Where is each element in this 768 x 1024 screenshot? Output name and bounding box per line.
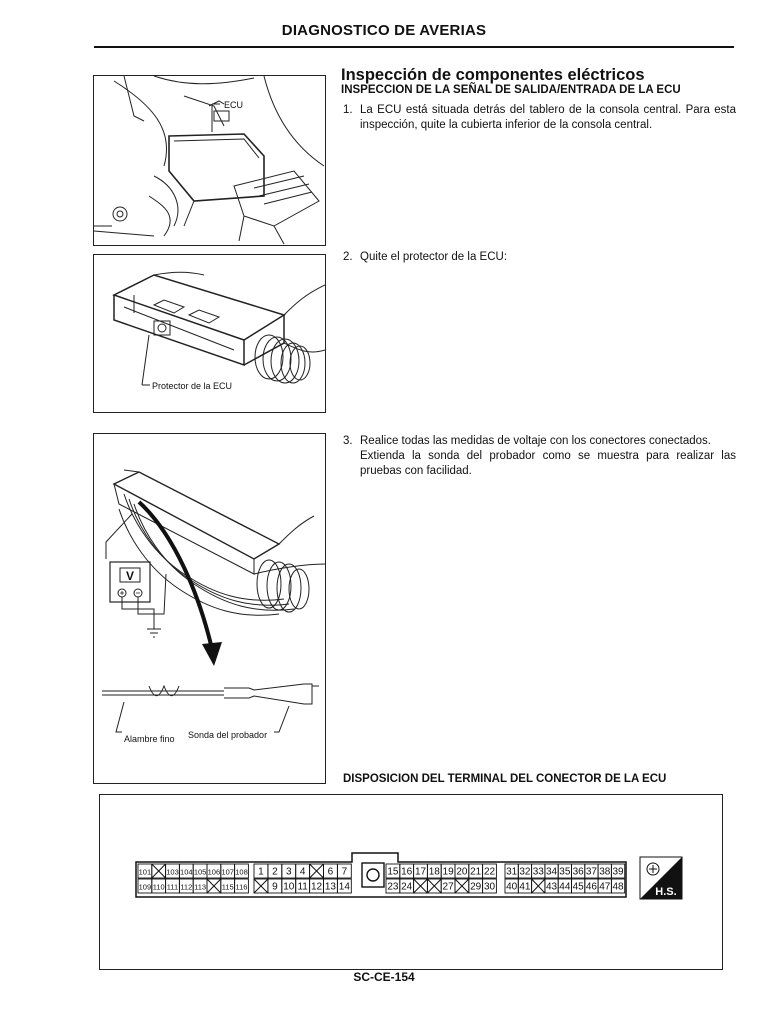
connector-pin-number: 110 xyxy=(152,882,165,892)
connector-pin xyxy=(310,879,324,893)
connector-pin xyxy=(179,864,193,878)
connector-pin xyxy=(268,864,282,878)
connector-pin-number: 36 xyxy=(572,866,584,878)
connector-pin xyxy=(254,864,268,878)
connector-pin xyxy=(138,879,152,893)
connector-pin-number: 46 xyxy=(585,881,598,893)
connector-pin xyxy=(455,864,469,878)
fig3-probe-label: Sonda del probador xyxy=(188,730,268,740)
figure-ecu-protector xyxy=(93,254,326,413)
step-2-text: Quite el protector de la ECU: xyxy=(360,251,508,263)
connector-pin xyxy=(337,879,351,893)
connector-pin xyxy=(427,879,441,893)
connector-pin-number: 11 xyxy=(297,881,308,893)
connector-pin-number: 109 xyxy=(138,882,152,892)
connector-pin-number: 111 xyxy=(166,882,179,892)
unused-pin-mark xyxy=(254,879,268,893)
connector-pin xyxy=(235,879,249,893)
connector-diagram-frame xyxy=(99,794,723,970)
connector-pin xyxy=(193,864,207,878)
connector-pin xyxy=(598,879,611,893)
connector-pin-number: 115 xyxy=(221,882,234,892)
connector-pin-number: 103 xyxy=(166,867,179,877)
connector-pin xyxy=(483,864,497,878)
connector-pin xyxy=(207,864,221,878)
unused-pin-mark xyxy=(427,879,441,893)
connector-pin xyxy=(296,879,310,893)
connector-pin xyxy=(324,879,338,893)
arrow-head xyxy=(202,642,222,666)
unused-pin-mark xyxy=(532,879,545,893)
connector-pin xyxy=(585,879,598,893)
connector-pin xyxy=(400,879,414,893)
connector-pin-number: 108 xyxy=(235,867,248,877)
unused-pin-mark xyxy=(455,879,469,893)
connector-key xyxy=(362,863,384,887)
connector-pin xyxy=(282,864,296,878)
step-3 xyxy=(343,434,736,479)
connector-pin xyxy=(585,864,598,878)
voltmeter-label: V xyxy=(125,569,135,583)
connector-pin-number: 2 xyxy=(272,866,278,878)
connector-pin xyxy=(235,864,249,878)
connector-pin-number: 27 xyxy=(442,881,454,893)
connector-pin xyxy=(386,879,400,893)
connector-pin xyxy=(337,864,351,878)
connector-pin-number: 112 xyxy=(180,882,193,892)
connector-pin xyxy=(532,879,545,893)
connector-pin-number: 20 xyxy=(456,866,468,878)
connector-pin xyxy=(483,879,497,893)
connector-pin xyxy=(282,879,296,893)
connector-pin xyxy=(469,864,483,878)
connector-pin-number: 6 xyxy=(327,866,334,878)
connector-pin-number: 33 xyxy=(532,866,544,878)
connector-pin-number: 16 xyxy=(401,866,413,878)
connector-pin xyxy=(558,879,571,893)
connector-pin-number: 18 xyxy=(428,866,440,878)
connector-pin-number: 43 xyxy=(545,881,558,893)
connector-pin xyxy=(179,879,193,893)
connector-pin-number: 10 xyxy=(283,881,295,893)
connector-pin-number: 3 xyxy=(285,866,292,878)
connector-pin-number: 12 xyxy=(310,881,323,893)
connector-pin xyxy=(386,864,400,878)
connector-pin-number: 45 xyxy=(572,881,584,893)
connector-pin xyxy=(598,864,611,878)
connector-pin xyxy=(441,864,455,878)
connector-pin-number: 104 xyxy=(180,867,193,877)
connector-pin-number: 106 xyxy=(207,867,221,877)
connector-pin-number: 40 xyxy=(506,881,518,893)
connector-pin xyxy=(166,879,180,893)
connector-pin xyxy=(254,879,268,893)
step-3-text: Realice todas las medidas de voltaje con los conectores conectados. xyxy=(360,435,711,447)
connector-pin xyxy=(221,864,235,878)
connector-pin xyxy=(505,864,518,878)
connector-pin-number: 32 xyxy=(519,866,531,878)
fig2-protector-label: Protector de la ECU xyxy=(152,381,233,391)
step-2 xyxy=(343,250,736,265)
connector-pin-number: 7 xyxy=(341,866,348,878)
connector-pin-number: 21 xyxy=(470,866,482,878)
connector-pin-number: 48 xyxy=(612,881,624,893)
connector-pin xyxy=(152,864,166,878)
connector-pin xyxy=(207,879,221,893)
connector-pin-number: 116 xyxy=(235,882,248,892)
connector-pin xyxy=(611,879,624,893)
unused-pin-mark xyxy=(310,864,324,878)
connector-pin xyxy=(296,864,310,878)
unused-pin-mark xyxy=(414,879,428,893)
connector-pin xyxy=(505,879,518,893)
page-header-title: DIAGNOSTICO DE AVERIAS xyxy=(281,22,487,39)
connector-pin-number: 39 xyxy=(612,866,624,878)
section-title: Inspección de componentes eléctricos xyxy=(341,66,645,84)
page-number: SC-CE-154 xyxy=(353,970,415,984)
connector-pin xyxy=(518,879,531,893)
connector-pin-number: 15 xyxy=(387,866,399,878)
probe-measurement-illustration xyxy=(94,434,325,783)
connector-pin xyxy=(324,864,338,878)
connector-pin xyxy=(455,879,469,893)
connector-pin xyxy=(611,864,624,878)
connector-pin-number: 14 xyxy=(338,881,350,893)
connector-pin xyxy=(152,879,166,893)
connector-pin-number: 113 xyxy=(194,882,207,892)
connector-pin-number: 38 xyxy=(599,866,611,878)
connector-pin-number: 44 xyxy=(559,881,571,893)
connector-title: DISPOSICION DEL TERMINAL DEL CONECTOR DE LA ECU xyxy=(343,773,667,785)
connector-pin xyxy=(469,879,483,893)
connector-pin-number: 23 xyxy=(387,881,399,893)
connector-pin-number: 4 xyxy=(299,866,306,878)
unused-pin-mark xyxy=(207,879,221,893)
connector-pin-number: 41 xyxy=(519,881,531,893)
figure-probe-measurement xyxy=(93,433,326,784)
ecu-location-illustration xyxy=(94,76,325,245)
connector-pin xyxy=(441,879,455,893)
connector-pin xyxy=(545,864,558,878)
connector-pin xyxy=(221,879,235,893)
connector-pin-number: 1 xyxy=(258,866,264,878)
step-1-number: 1. xyxy=(343,104,353,116)
connector-pin xyxy=(427,864,441,878)
connector-pin-number: 31 xyxy=(506,866,518,878)
connector-pin-number: 22 xyxy=(483,866,496,878)
connector-diagram xyxy=(100,795,722,969)
section-subtitle: INSPECCION DE LA SEÑAL DE SALIDA/ENTRADA DE LA ECU xyxy=(341,84,681,96)
connector-pin xyxy=(400,864,414,878)
header-rule xyxy=(94,46,734,48)
connector-pin-number: 47 xyxy=(599,881,611,893)
connector-pin xyxy=(532,864,545,878)
connector-pin-number: 30 xyxy=(483,881,496,893)
step-3-text-2: Extienda la sonda del probador como se muestra para realizar las pruebas con facilidad. xyxy=(360,450,736,477)
connector-pin xyxy=(414,879,428,893)
connector-pin-number: 13 xyxy=(324,881,337,893)
connector-pin xyxy=(310,864,324,878)
connector-pin xyxy=(572,879,585,893)
hs-badge xyxy=(640,857,682,899)
connector-pin xyxy=(518,864,531,878)
connector-pin-number: 105 xyxy=(193,867,207,877)
fig3-wire-label: Alambre fino xyxy=(124,734,175,744)
step-2-number: 2. xyxy=(343,251,353,263)
connector-pin xyxy=(166,864,180,878)
connector-pin-number: 34 xyxy=(545,866,558,878)
connector-pin-number: 35 xyxy=(559,866,571,878)
connector-pin xyxy=(414,864,428,878)
fig1-ecu-label: ECU xyxy=(224,100,244,110)
step-3-number: 3. xyxy=(343,435,353,447)
step-1-text: La ECU está situada detrás del tablero de la consola central. Para esta inspección, quite la cubierta inferior de la consola central. xyxy=(360,104,736,131)
connector-pin xyxy=(138,864,152,878)
connector-pin-number: 107 xyxy=(221,867,234,877)
connector-pin-number: 37 xyxy=(585,866,598,878)
connector-pin xyxy=(268,879,282,893)
ecu-protector-illustration xyxy=(94,255,325,412)
step-1 xyxy=(343,103,736,133)
connector-pin xyxy=(193,879,207,893)
connector-pin-number: 29 xyxy=(470,881,482,893)
connector-pin-number: 101 xyxy=(138,867,152,877)
connector-pin-number: 19 xyxy=(442,866,454,878)
connector-pin xyxy=(572,864,585,878)
figure-ecu-location xyxy=(93,75,326,246)
connector-pin xyxy=(558,864,571,878)
connector-pin-number: 17 xyxy=(414,866,427,878)
connector-pin-number: 9 xyxy=(272,881,278,893)
unused-pin-mark xyxy=(152,864,166,878)
connector-pin-number: 24 xyxy=(401,881,413,893)
hs-badge-label: H.S. xyxy=(655,886,677,898)
connector-pin xyxy=(545,879,558,893)
